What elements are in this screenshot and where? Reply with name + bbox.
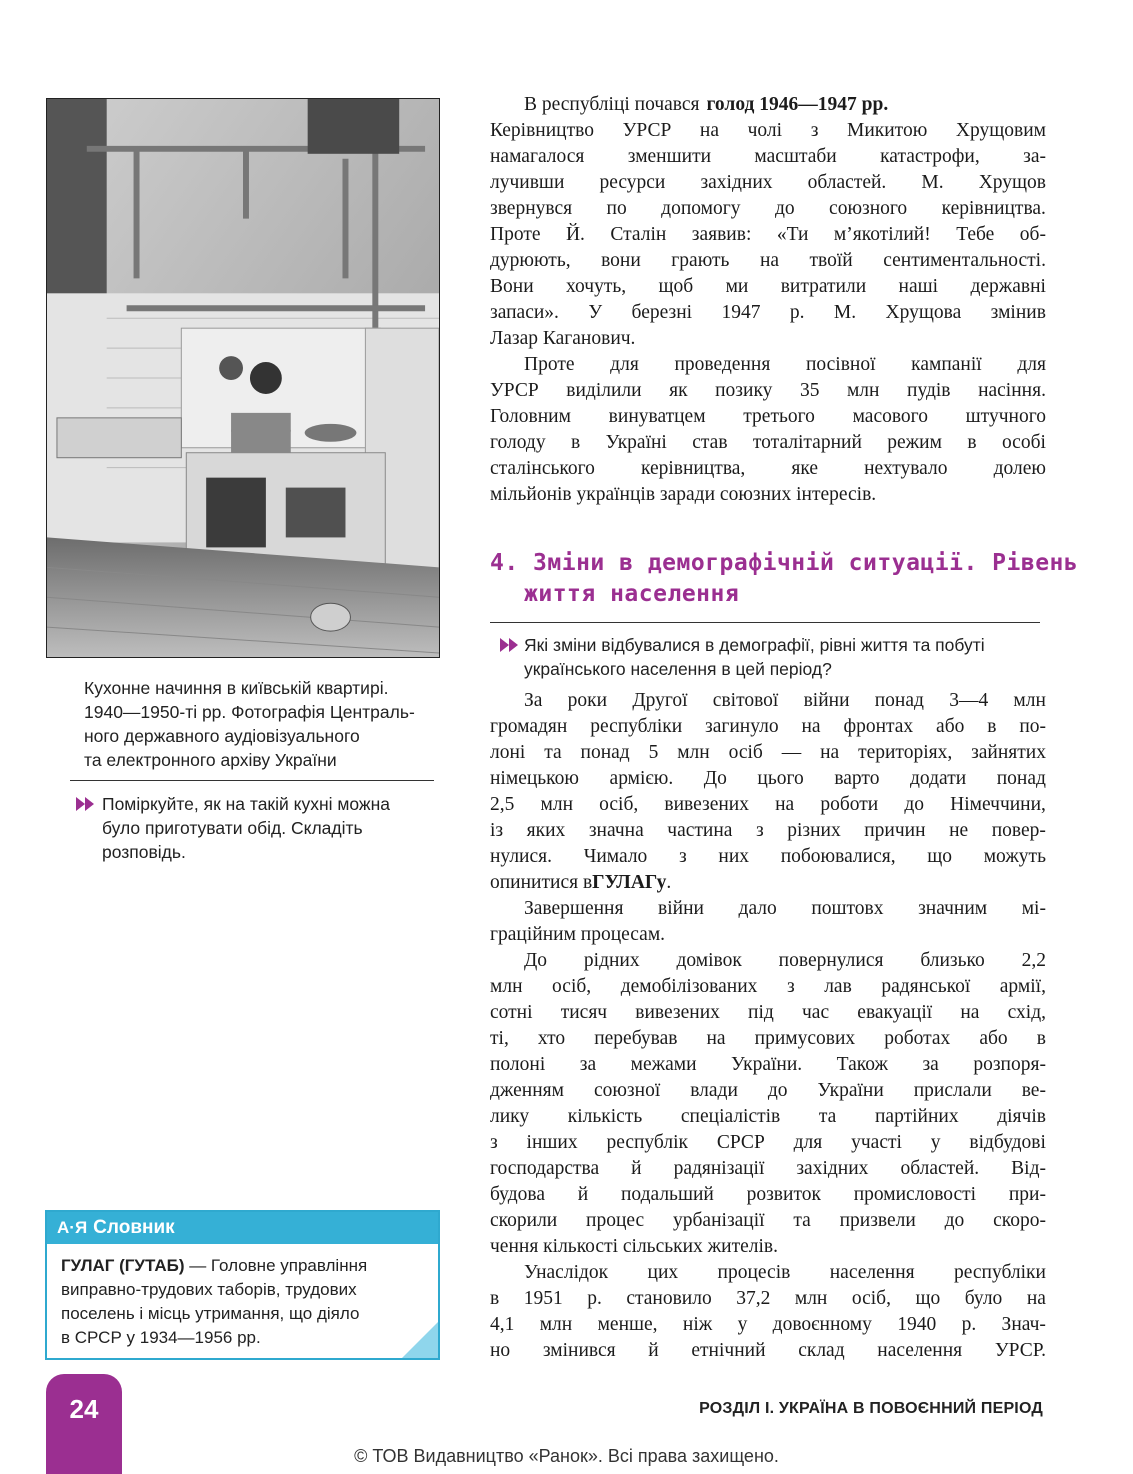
- text-line: будова й подальший розвиток промисловості при-: [490, 1184, 1046, 1205]
- caption-line: та електронного архіву України: [84, 750, 337, 770]
- text-line: 4,1 млн менше, ніж у довоєнному 1940 р. Знач-: [490, 1314, 1046, 1335]
- glossary-line: поселень і місць утримання, що діяло: [61, 1304, 360, 1323]
- text-line: звернувся по допомогу до союзного керівництва.: [490, 198, 1046, 219]
- glossary-definition: — Головне управління: [184, 1256, 368, 1275]
- bold-term: голод 1946—1947 рр.: [706, 94, 889, 115]
- divider: [490, 622, 1040, 623]
- text-line: ті, хто перебував на примусових роботах або в: [490, 1028, 1046, 1049]
- text-line: сталінського керівництва, яке нехтувало долею: [490, 458, 1046, 479]
- text-line: млн осіб, демобілізованих з лав радянської армії,: [490, 976, 1046, 997]
- chapter-title: РОЗДІЛ І. УКРАЇНА В ПОВОЄННИЙ ПЕРІОД: [699, 1400, 1043, 1417]
- glossary-line: [61, 1254, 426, 1278]
- divider: [70, 780, 434, 781]
- photo-caption: [84, 676, 444, 772]
- text-line: Проте для проведення посівної кампанії для: [524, 354, 1046, 375]
- text-line: лику кількість спеціалістів та партійних діячів: [490, 1106, 1046, 1127]
- text-line: но змінився й етнічний склад населення УРСР.: [490, 1340, 1046, 1361]
- text-line: полоні за межами України. Також за розпоря-: [490, 1054, 1046, 1075]
- paragraph-demography: [490, 688, 1046, 1364]
- double-arrow-icon: [500, 638, 520, 652]
- task-line: Поміркуйте, як на такій кухні можна: [102, 794, 391, 814]
- text-line: намагалося зменшити масштаби катастрофи, за-: [490, 146, 1046, 167]
- text-line: За роки Другої світової війни понад 3—4 млн: [524, 690, 1046, 711]
- text-line: громадян республіки загинуло на фронтах або в по-: [490, 716, 1046, 737]
- paragraph-famine: [490, 92, 1046, 508]
- text-line: 2,5 млн осіб, вивезених на роботи до Німеччини,: [490, 794, 1046, 815]
- section-title-line: 4. Зміни в демографічній ситуації. Рівень: [490, 550, 1079, 576]
- text-line: лучивши ресурси західних областей. М. Хрущов: [490, 172, 1046, 193]
- text-line: нулися. Чимало з них побоювалися, що можуть: [490, 846, 1046, 867]
- text-line: Лазар Каганович.: [490, 328, 636, 349]
- text-line: мільйонів українців заради союзних інтересів.: [490, 484, 877, 505]
- page-number: 24: [46, 1374, 122, 1474]
- glossary-box: [45, 1210, 440, 1360]
- dictionary-icon: А·Я: [57, 1218, 88, 1237]
- text-line: Керівництво УРСР на чолі з Микитою Хрущовим: [490, 120, 1046, 141]
- task-line: українського населення в цей період?: [524, 659, 832, 679]
- text-line: дурюють, вони грають на твоїй сентиментальності.: [490, 250, 1046, 271]
- kitchen-photo: [46, 98, 440, 658]
- page-curl-icon: [402, 1322, 438, 1358]
- task-line: розповідь.: [102, 842, 186, 862]
- text-line: граційним процесам.: [490, 924, 666, 945]
- double-arrow-icon: [76, 797, 96, 811]
- text-line: в 1951 р. становило 37,2 млн осіб, що було на: [490, 1288, 1046, 1309]
- glossary-header: [47, 1212, 438, 1244]
- bold-term: ГУЛАГу: [592, 872, 667, 893]
- caption-line: Кухонне начиння в київській квартирі.: [84, 678, 389, 698]
- text-run: опинитися в: [490, 872, 593, 893]
- text-line: господарства й радянізації західних областей. Від-: [490, 1158, 1046, 1179]
- text-line: Унаслідок цих процесів населення республіки: [524, 1262, 1046, 1283]
- glossary-title: Словник: [93, 1217, 175, 1238]
- glossary-term: ГУЛАГ (ГУТАБ): [61, 1256, 185, 1275]
- caption-line: 1940—1950-ті рр. Фотографія Централь-: [84, 702, 415, 722]
- text-line: [490, 92, 1046, 118]
- text-line: До рідних домівок повернулися близько 2,2: [524, 950, 1046, 971]
- task-right: [500, 633, 1050, 681]
- glossary-line: виправно-трудових таборів, трудових: [61, 1280, 357, 1299]
- copyright-notice: © ТОВ Видавництво «Ранок». Всі права захищено.: [354, 1446, 779, 1466]
- task-line: було приготувати обід. Складіть: [102, 818, 363, 838]
- text-line: УРСР виділили як позику 35 млн пудів насіння.: [490, 380, 1046, 401]
- text-line: дженням союзної влади до України прислали ве-: [490, 1080, 1046, 1101]
- glossary-line: в СРСР у 1934—1956 рр.: [61, 1328, 261, 1347]
- text-line: Проте Й. Сталін заявив: «Ти м’якотілий! Тебе об-: [490, 224, 1046, 245]
- text-line: лоні та понад 5 млн осіб — на територіях, зайнятих: [490, 742, 1046, 763]
- text-run: В республіці почався: [524, 94, 700, 115]
- section-heading: [490, 548, 1079, 610]
- text-line: [490, 870, 1046, 896]
- text-run: .: [666, 872, 672, 893]
- text-line: чення кількості сільських жителів.: [490, 1236, 778, 1257]
- task-line: Які зміни відбувалися в демографії, рівні життя та побуті: [524, 635, 985, 655]
- caption-line: ного державного аудіовізуального: [84, 726, 360, 746]
- text-line: німецькою армією. До цього варто додати понад: [490, 768, 1046, 789]
- text-line: сотні тисяч вивезених під час евакуації на схід,: [490, 1002, 1046, 1023]
- text-line: Завершення війни дало поштовх значним мі-: [524, 898, 1046, 919]
- text-line: запаси». У березні 1947 р. М. Хрущова змінив: [490, 302, 1046, 323]
- text-line: голоду в Україні став тоталітарний режим в особі: [490, 432, 1046, 453]
- text-line: з інших республік СРСР для участі у відбудові: [490, 1132, 1046, 1153]
- text-line: Головним винуватцем третього масового штучного: [490, 406, 1046, 427]
- section-title-line: життя населення: [524, 581, 740, 607]
- task-left: [76, 792, 436, 864]
- text-line: Вони хочуть, щоб ми витратили наші державні: [490, 276, 1046, 297]
- text-line: із яких значна частина з різних причин не повер-: [490, 820, 1046, 841]
- text-line: скорили процес урбанізації та призвели до скоро-: [490, 1210, 1046, 1231]
- glossary-entry: [47, 1244, 438, 1350]
